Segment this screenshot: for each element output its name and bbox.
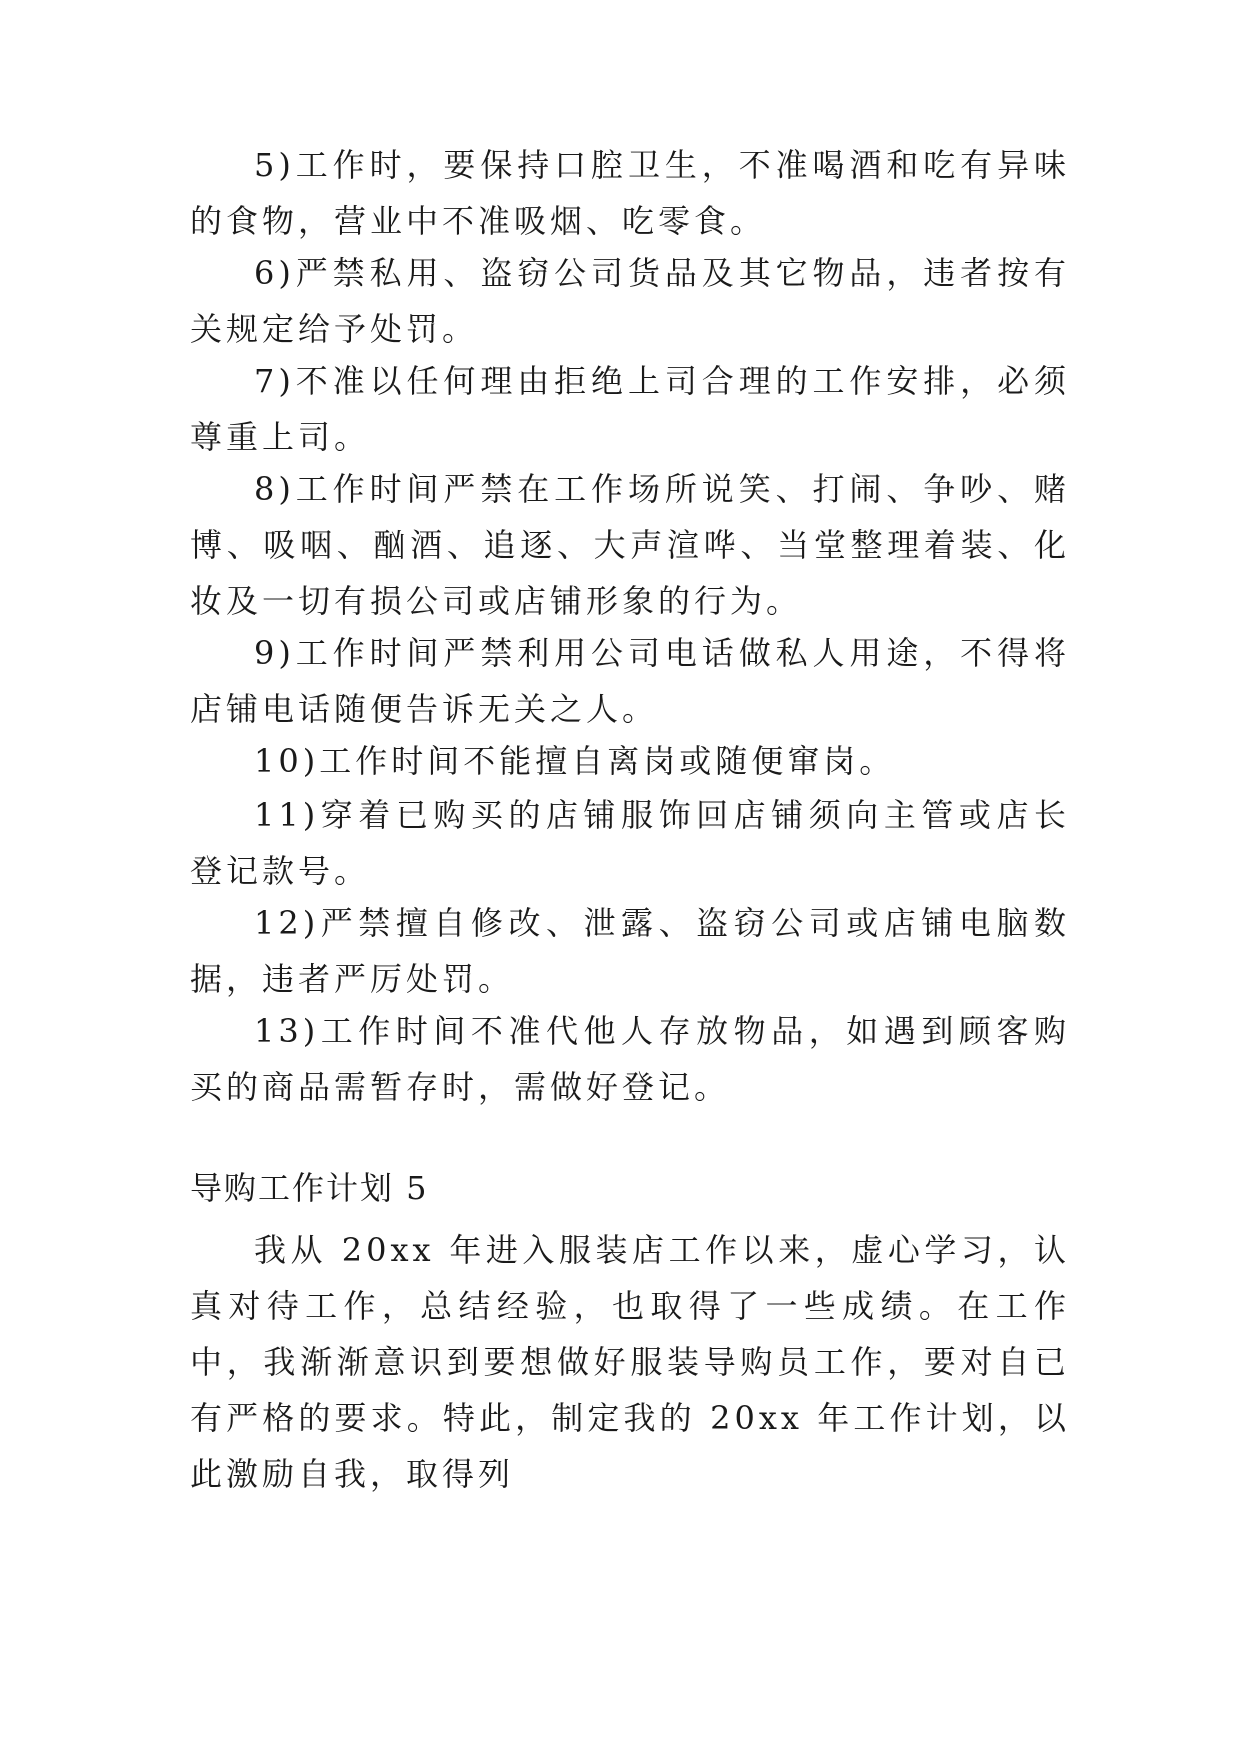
section-title: 导购工作计划 5: [190, 1169, 429, 1207]
rule-9: 9)工作时间严禁利用公司电话做私人用途，不得将店铺电话随便告诉无关之人。: [190, 634, 1070, 728]
rule-10: 10)工作时间不能擅自离岗或随便窜岗。: [254, 742, 896, 780]
rule-6: 6)严禁私用、盗窃公司货品及其它物品，违者按有关规定给予处罚。: [190, 254, 1070, 348]
rule-7: 7)不准以任何理由拒绝上司合理的工作安排，必须尊重上司。: [190, 362, 1070, 456]
rule-12: 12)严禁擅自修改、泄露、盗窃公司或店铺电脑数据，违者严厉处罚。: [190, 904, 1070, 998]
rule-8: 8)工作时间严禁在工作场所说笑、打闹、争吵、赌博、吸咽、酗酒、追逐、大声渲哗、当堂整理着装、化妆及一切有损公司或店铺形象的行为。: [190, 470, 1070, 620]
rule-5: 5)工作时，要保持口腔卫生，不准喝酒和吃有异味的食物，营业中不准吸烟、吃零食。: [190, 146, 1070, 240]
rule-13: 13)工作时间不准代他人存放物品，如遇到顾客购买的商品需暂存时，需做好登记。: [190, 1012, 1070, 1106]
intro-paragraph: 我从 20xx 年进入服装店工作以来，虚心学习，认真对待工作，总结经验，也取得了一些成绩。在工作中，我渐渐意识到要想做好服装导购员工作，要对自已有严格的要求。特此，制定我的 20xx 年工作计划，以此激励自我，取得列: [190, 1231, 1070, 1493]
rule-11: 11)穿着已购买的店铺服饰回店铺须向主管或店长登记款号。: [190, 796, 1070, 890]
